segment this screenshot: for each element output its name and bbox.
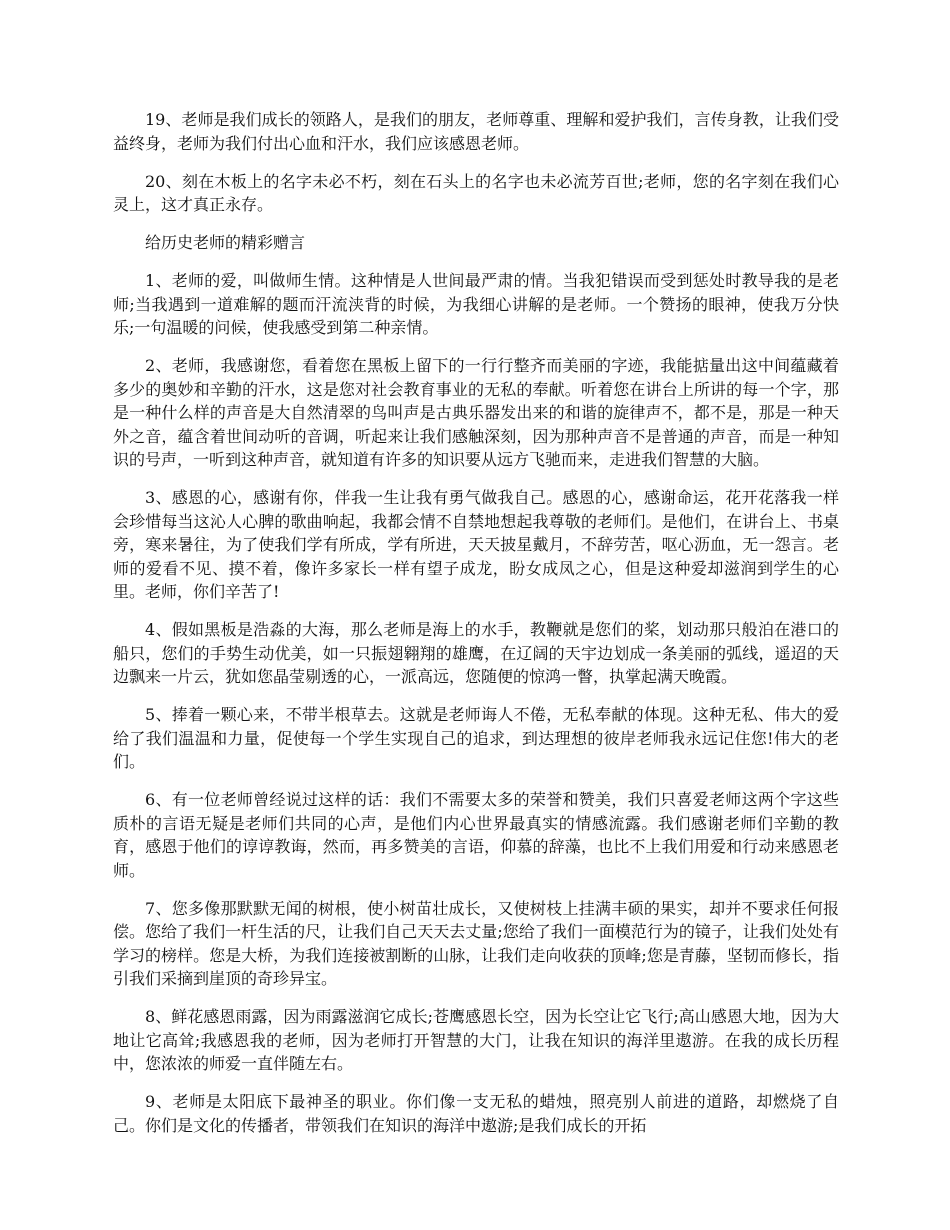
paragraph-9: 9、老师是太阳底下最神圣的职业。你们像一支无私的蜡烛，照亮别人前进的道路，却燃烧了自己。你们是文化的传播者，带领我们在知识的海洋中遨游;是我们成长的开拓 bbox=[113, 1092, 839, 1135]
paragraph-19: 19、老师是我们成长的领路人，是我们的朋友，老师尊重、理解和爱护我们，言传身教，让我们受益终身，老师为我们付出心血和汗水，我们应该感恩老师。 bbox=[113, 110, 839, 153]
paragraph-7: 7、您多像那默默无闻的树根，使小树苗壮成长，又使树枝上挂满丰硕的果实，却并不要求任何报偿。您给了我们一杆生活的尺，让我们自己天天去丈量;您给了我们一面模范行为的镜子，让我们处处有学习的榜样。您是大桥，为我们连接被割断的山脉，让我们走向收获的顶峰;您是青藤，坚韧而修长，指引我们采摘到崖顶的奇珍异宝。 bbox=[113, 898, 839, 988]
paragraph-4: 4、假如黑板是浩淼的大海，那么老师是海上的水手，教鞭就是您们的桨，划动那只般泊在港口的船只，您们的手势生动优美，如一只振翅翱翔的雄鹰，在辽阔的天宇边划成一条美丽的弧线，遥迢的天边飘来一片云，犹如您晶莹剔透的心，一派高远，您随便的惊鸿一瞥，执掌起满天晚霞。 bbox=[113, 620, 839, 686]
paragraph-8: 8、鲜花感恩雨露，因为雨露滋润它成长;苍鹰感恩长空，因为长空让它飞行;高山感恩大地，因为大地让它高耸;我感恩我的老师，因为老师打开智慧的大门，让我在知识的海洋里遨游。在我的成长历程中，您浓浓的师爱一直伴随左右。 bbox=[113, 1007, 839, 1073]
paragraph-6: 6、有一位老师曾经说过这样的话：我们不需要太多的荣誉和赞美，我们只喜爱老师这两个字这些质朴的言语无疑是老师们共同的心声，是他们内心世界最真实的情感流露。我们感谢老师们辛勤的教育，感恩于他们的谆谆教诲，然而，再多赞美的言语，仰慕的辞藻，也比不上我们用爱和行动来感恩老师。 bbox=[113, 790, 839, 880]
section-heading: 给历史老师的精彩赠言 bbox=[145, 233, 306, 252]
paragraph-1: 1、老师的爱，叫做师生情。这种情是人世间最严肃的情。当我犯错误而受到惩处时教导我的是老师;当我遇到一道难解的题而汗流浃背的时候，为我细心讲解的是老师。一个赞扬的眼神，使我万分快乐;一句温暖的问候，使我感受到第二种亲情。 bbox=[113, 271, 839, 337]
paragraph-3: 3、感恩的心，感谢有你，伴我一生让我有勇气做我自己。感恩的心，感谢命运，花开花落我一样会珍惜每当这沁人心脾的歌曲响起，我都会情不自禁地想起我尊敬的老师们。是他们，在讲台上、书桌旁，寒来暑往，为了使我们学有所成，学有所进，天天披星戴月，不辞劳苦，呕心沥血，无一怨言。老师的爱看不见、摸不着，像许多家长一样有望子成龙，盼女成凤之心，但是这种爱却滋润到学生的心里。老师，你们辛苦了! bbox=[113, 488, 839, 601]
paragraph-2: 2、老师，我感谢您，看着您在黑板上留下的一行行整齐而美丽的字迹，我能掂量出这中间蕴藏着多少的奥妙和辛勤的汗水，这是您对社会教育事业的无私的奉献。听着您在讲台上所讲的每一个字，那是一种什么样的声音是大自然清翠的鸟叫声是古典乐器发出来的和谐的旋律声不，都不是，那是一种天外之音，蕴含着世间动听的音调，听起来让我们感触深刻，因为那种声音不是普通的声音，而是一种知识的号声，一听到这种声音，就知道有许多的知识要从远方飞驰而来，走进我们智慧的大脑。 bbox=[113, 356, 839, 469]
paragraph-5: 5、捧着一颗心来，不带半根草去。这就是老师诲人不倦，无私奉献的体现。这种无私、伟大的爱给了我们温温和力量，促使每一个学生实现自己的追求，到达理想的彼岸老师我永远记住您!伟大的老们。 bbox=[113, 705, 839, 771]
document-body bbox=[113, 108, 839, 1152]
paragraph-20: 20、刻在木板上的名字未必不朽，刻在石头上的名字也未必流芳百世;老师，您的名字刻在我们心灵上，这才真正永存。 bbox=[113, 171, 839, 214]
